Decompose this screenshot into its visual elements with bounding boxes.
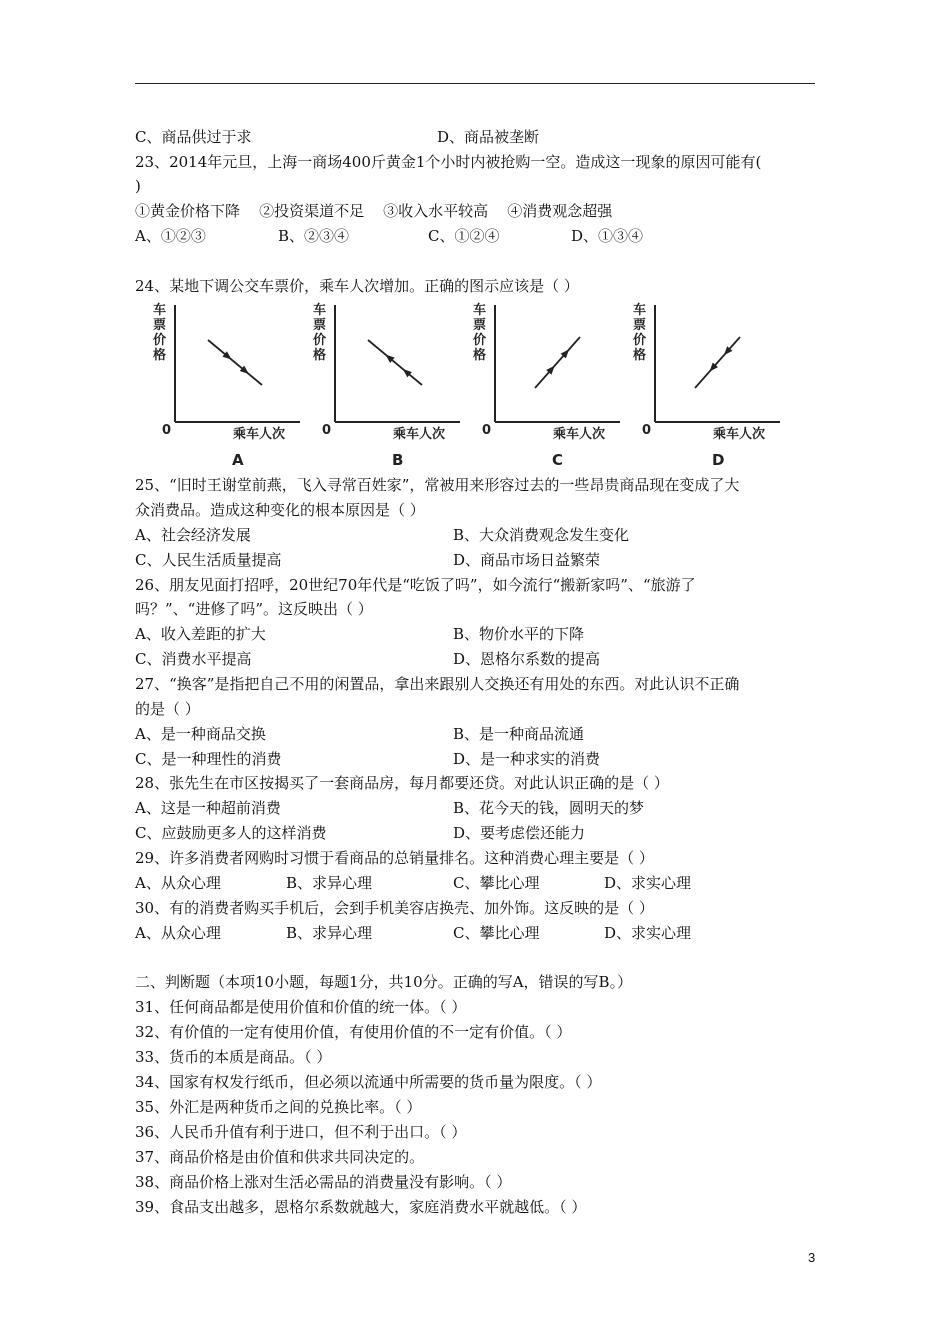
- q27-stem-line2: 的是（ ）: [135, 700, 200, 718]
- q29-option-c: C、攀比心理: [453, 874, 540, 892]
- y-axis-label-char: 车: [153, 303, 167, 318]
- y-axis-label-char: 格: [633, 348, 647, 363]
- y-axis-label-char: 票: [153, 318, 167, 333]
- q28-option-c: C、应鼓励更多人的这样消费: [135, 824, 327, 842]
- q28-option-d: D、要考虑偿还能力: [453, 824, 586, 842]
- judgement-item: 32、有价值的一定有使用价值，有使用价值的不一定有价值。（ ）: [135, 1023, 572, 1041]
- y-axis-label-char: 车: [633, 303, 647, 318]
- demand-curve: [208, 340, 262, 385]
- graph-caption: A: [232, 451, 244, 469]
- q24-graph-a: [150, 300, 310, 470]
- y-axis-label-char: 票: [633, 318, 647, 333]
- q23-option-d: D、①③④: [571, 227, 644, 245]
- graph-svg-a: [150, 300, 310, 470]
- q24-graph-c: [470, 300, 630, 470]
- graph-svg-c: [470, 300, 630, 470]
- q26-option-c: C、消费水平提高: [135, 650, 252, 668]
- q25-option-a: A、社会经济发展: [135, 526, 251, 544]
- q27-option-b: B、是一种商品流通: [453, 725, 585, 743]
- y-axis-label-char: 价: [473, 333, 487, 348]
- q30-option-c: C、攀比心理: [453, 924, 540, 942]
- q24-graph-b: [310, 300, 470, 470]
- judgement-item: 36、人民币升值有利于进口，但不利于出口。（ ）: [135, 1123, 467, 1141]
- q29-option-d: D、求实心理: [604, 874, 692, 892]
- y-axis-label-char: 价: [153, 333, 167, 348]
- q27-option-d: D、是一种求实的消费: [453, 750, 601, 768]
- x-axis-label: 乘车人次: [393, 427, 446, 442]
- q23-option-b: B、②③④: [278, 227, 350, 245]
- x-axis-label: 乘车人次: [233, 427, 286, 442]
- judgement-item: 35、外汇是两种货币之间的兑换比率。（ ）: [135, 1098, 422, 1116]
- q28-option-a: A、这是一种超前消费: [135, 799, 281, 817]
- q28-option-b: B、花今天的钱，圆明天的梦: [453, 799, 645, 817]
- y-axis-label-char: 票: [313, 318, 327, 333]
- q23-stem-line1: 23、2014年元旦，上海一商场400斤黄金1个小时内被抢购一空。造成这一现象的原因可能有(: [135, 153, 762, 171]
- q30-stem: 30、有的消费者购买手机后，会到手机美容店换壳、加外饰。这反映的是（ ）: [135, 899, 654, 917]
- q30-option-b: B、求异心理: [286, 924, 373, 942]
- origin-label: 0: [482, 423, 492, 438]
- q25-option-c: C、人民生活质量提高: [135, 551, 282, 569]
- y-axis-label-char: 价: [633, 333, 647, 348]
- q25-option-d: D、商品市场日益繁荣: [453, 551, 601, 569]
- y-axis-label-char: 票: [473, 318, 487, 333]
- q26-stem-line2: 吗？”、“进修了吗”。这反映出（ ）: [135, 600, 373, 618]
- q25-stem-line2: 众消费品。造成这种变化的根本原因是（ ）: [135, 501, 425, 519]
- q27-stem-line1: 27、“换客”是指把自己不用的闲置品，拿出来跟别人交换还有用处的东西。对此认识不正确: [135, 675, 740, 693]
- page-number: 3: [808, 1250, 816, 1265]
- graph-svg-d: [630, 300, 790, 470]
- demand-curve: [695, 337, 740, 388]
- origin-label: 0: [322, 423, 332, 438]
- y-axis-label-char: 格: [473, 348, 487, 363]
- q29-stem: 29、许多消费者网购时习惯于看商品的总销量排名。这种消费心理主要是（ ）: [135, 849, 654, 867]
- header-rule: [135, 83, 815, 84]
- q28-stem: 28、张先生在市区按揭买了一套商品房，每月都要还贷。对此认识正确的是（ ）: [135, 774, 669, 792]
- q23-stem-line2: ): [135, 177, 141, 195]
- q26-option-d: D、恩格尔系数的提高: [453, 650, 601, 668]
- graph-caption: D: [712, 451, 725, 469]
- q26-option-b: B、物价水平的下降: [453, 625, 585, 643]
- judgement-item: 31、任何商品都是使用价值和价值的统一体。（ ）: [135, 998, 467, 1016]
- q23-option-c: C、①②④: [428, 227, 500, 245]
- y-axis-label-char: 车: [313, 303, 327, 318]
- q23-option-a: A、①②③: [135, 227, 206, 245]
- q26-stem-line1: 26、朋友见面打招呼，20世纪70年代是“吃饭了吗”，如今流行“搬新家吗”、“旅游了: [135, 576, 696, 594]
- q23-items: ①黄金价格下降 ②投资渠道不足 ③收入水平较高 ④消费观念超强: [135, 202, 613, 220]
- origin-label: 0: [162, 423, 172, 438]
- judgement-item: 37、商品价格是由价值和供求共同决定的。: [135, 1148, 425, 1166]
- q29-option-b: B、求异心理: [286, 874, 373, 892]
- q27-option-a: A、是一种商品交换: [135, 725, 266, 743]
- graph-caption: B: [392, 451, 404, 469]
- q26-option-a: A、收入差距的扩大: [135, 625, 266, 643]
- y-axis-label-char: 格: [153, 348, 167, 363]
- judgement-item: 33、货币的本质是商品。（ ）: [135, 1048, 332, 1066]
- judgement-item: 34、国家有权发行纸币，但必须以流通中所需要的货币量为限度。（ ）: [135, 1073, 602, 1091]
- demand-curve: [368, 340, 422, 385]
- q22-option-c: C、商品供过于求: [135, 128, 252, 146]
- section2-heading: 二、判断题（本项10小题，每题1分，共10分。正确的写A，错误的写B。）: [135, 973, 633, 991]
- q24-graph-d: [630, 300, 790, 470]
- y-axis-label-char: 价: [313, 333, 327, 348]
- q22-option-d: D、商品被垄断: [437, 128, 540, 146]
- origin-label: 0: [642, 423, 652, 438]
- q30-option-a: A、从众心理: [135, 924, 221, 942]
- graph-caption: C: [552, 451, 564, 469]
- q29-option-a: A、从众心理: [135, 874, 221, 892]
- judgement-item: 38、商品价格上涨对生活必需品的消费量没有影响。（ ）: [135, 1173, 512, 1191]
- x-axis-label: 乘车人次: [553, 427, 606, 442]
- demand-curve: [535, 337, 580, 388]
- q24-stem: 24、某地下调公交车票价，乘车人次增加。正确的图示应该是（ ）: [135, 277, 579, 295]
- y-axis-label-char: 车: [473, 303, 487, 318]
- judgement-item: 39、食品支出越多，恩格尔系数就越大，家庭消费水平就越低。（ ）: [135, 1198, 587, 1216]
- q30-option-d: D、求实心理: [604, 924, 692, 942]
- q25-stem-line1: 25、“旧时王谢堂前燕，飞入寻常百姓家”，常被用来形容过去的一些昂贵商品现在变成了大: [135, 476, 740, 494]
- y-axis-label-char: 格: [313, 348, 327, 363]
- q25-option-b: B、大众消费观念发生变化: [453, 526, 630, 544]
- graph-svg-b: [310, 300, 470, 470]
- x-axis-label: 乘车人次: [713, 427, 766, 442]
- q27-option-c: C、是一种理性的消费: [135, 750, 282, 768]
